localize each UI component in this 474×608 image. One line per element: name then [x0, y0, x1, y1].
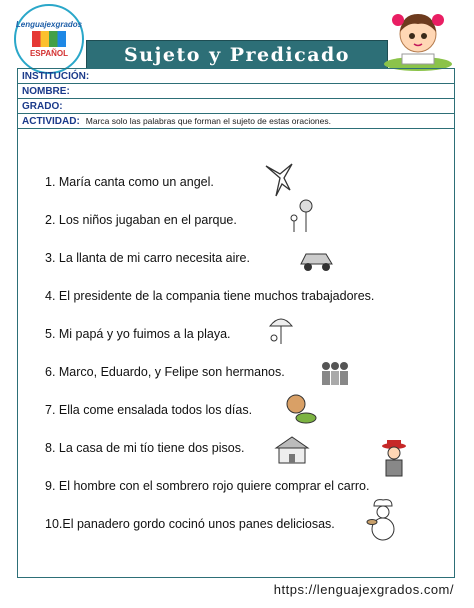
man-hat-icon [376, 438, 412, 480]
actividad-label: ACTIVIDAD: [22, 115, 80, 127]
girl-reading-icon [382, 6, 454, 72]
beach-icon [266, 310, 296, 346]
logo-subtitle: ESPAÑOL [29, 49, 69, 58]
actividad-row [18, 114, 454, 129]
grado-label: GRADO: [22, 100, 63, 112]
title-banner [86, 40, 388, 69]
nombre-label: NOMBRE: [22, 85, 70, 97]
sentence-3: 3. La llanta de mi carro necesita aire. [45, 251, 250, 265]
sentence-8: 8. La casa de mi tío tiene dos pisos. [45, 441, 245, 455]
sentence-2: 2. Los niños jugaban en el parque. [45, 213, 237, 227]
institucion-label: INSTITUCIÓN: [22, 70, 90, 82]
sentence-9: 9. El hombre con el sombrero rojo quiere comprar el carro. [45, 479, 370, 493]
footer-url[interactable]: https://lenguajexgrados.com/ [273, 582, 454, 597]
kids-park-icon [286, 198, 316, 238]
sentence-5: 5. Mi papá y yo fuimos a la playa. [45, 327, 231, 341]
page-title: Sujeto y Predicado [124, 43, 350, 66]
institucion-row [18, 69, 454, 84]
sentence-10: 10.El panadero gordo cocinó unos panes deliciosas. [45, 517, 335, 531]
angel-icon [262, 160, 294, 200]
brothers-icon [318, 358, 352, 388]
salad-girl-icon [282, 390, 318, 426]
sentence-1: 1. María canta como un angel. [45, 175, 214, 189]
sentence-6: 6. Marco, Eduardo, y Felipe son hermanos. [45, 365, 285, 379]
car-icon [298, 246, 336, 274]
grado-row [18, 99, 454, 114]
house-icon [272, 434, 312, 466]
nombre-row [18, 84, 454, 99]
sentence-4: 4. El presidente de la compania tiene muchos trabajadores. [45, 289, 375, 303]
books-icon [32, 31, 66, 47]
sentence-7: 7. Ella come ensalada todos los días. [45, 403, 253, 417]
baker-icon [366, 496, 400, 542]
site-logo [14, 4, 84, 74]
actividad-text: Marca solo las palabras que forman el sujeto de estas oraciones. [85, 116, 331, 126]
logo-text: Lenguajexgrados [15, 20, 83, 29]
